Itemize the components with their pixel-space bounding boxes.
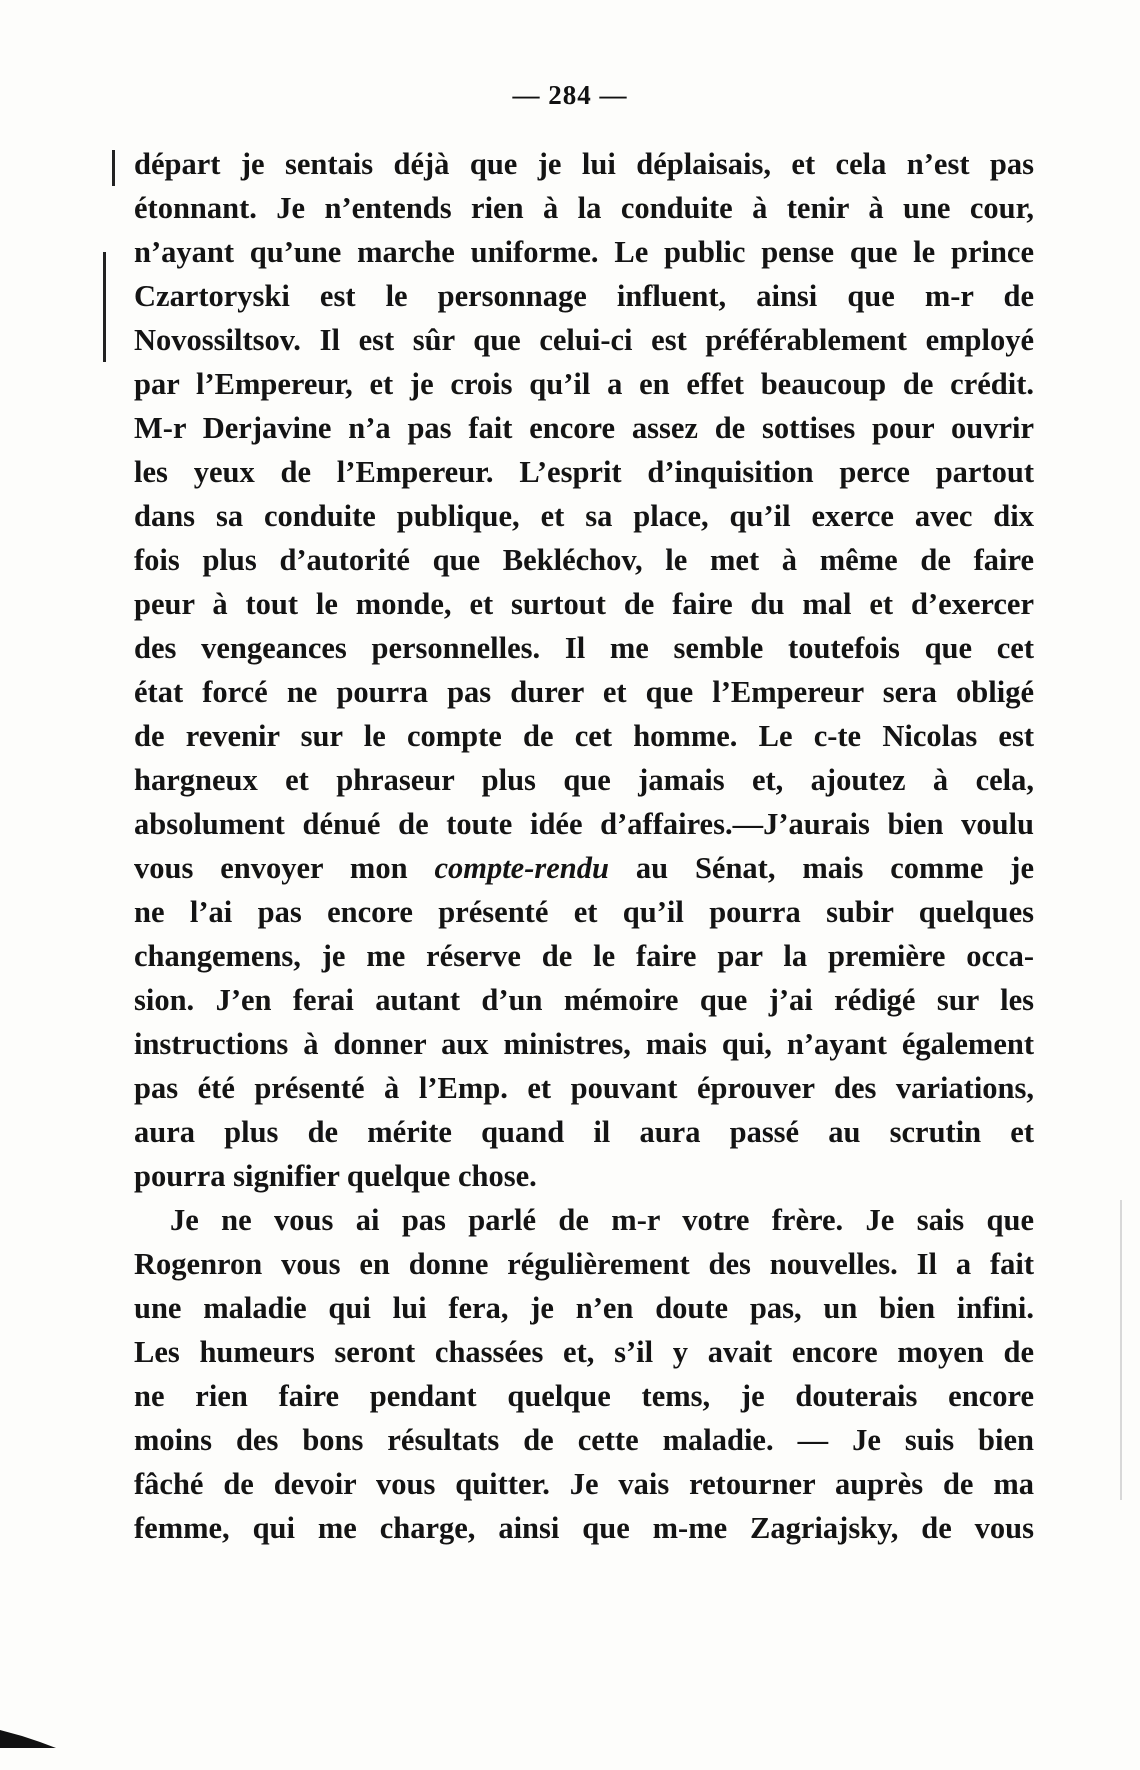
- text-line: de revenir sur le compte de cet homme. Le c-te Nicolas est: [134, 719, 1034, 753]
- text-line: n’ayant qu’une marche uniforme. Le public pense que le prince: [134, 235, 1034, 269]
- text-line: sion. J’en ferai autant d’un mémoire que j’ai rédigé sur les: [134, 983, 1034, 1017]
- margin-bracket-mark: [103, 252, 106, 362]
- paragraph-start-line: Je ne vous ai pas parlé de m-r votre frère. Je sais que: [170, 1203, 1034, 1237]
- text-line: pas été présenté à l’Emp. et pouvant éprouver des variations,: [134, 1071, 1034, 1105]
- text-line: par l’Empereur, et je crois qu’il a en effet beaucoup de crédit.: [134, 367, 1034, 401]
- text-line: fâché de devoir vous quitter. Je vais retourner auprès de ma: [134, 1467, 1034, 1501]
- paragraph-end-line: pourra signifier quelque chose.: [134, 1159, 537, 1193]
- text-line: aura plus de mérite quand il aura passé au scrutin et: [134, 1115, 1034, 1149]
- text-line-with-italic: vous envoyer mon compte-rendu au Sénat, mais comme je: [134, 851, 1034, 885]
- text-line: absolument dénué de toute idée d’affaires.—J’aurais bien voulu: [134, 807, 1034, 841]
- text-line: dans sa conduite publique, et sa place, qu’il exerce avec dix: [134, 499, 1034, 533]
- text-line: Czartoryski est le personnage influent, ainsi que m-r de: [134, 279, 1034, 313]
- text-line: M-r Derjavine n’a pas fait encore assez de sottises pour ouvrir: [134, 411, 1034, 445]
- text-line: ne rien faire pendant quelque tems, je douterais encore: [134, 1379, 1034, 1413]
- text-line: étonnant. Je n’entends rien à la conduite à tenir à une cour,: [134, 191, 1034, 225]
- scan-corner-artifact: [0, 1726, 60, 1750]
- italic-term: compte-rendu: [434, 851, 609, 885]
- text-line: moins des bons résultats de cette maladie. — Je suis bien: [134, 1423, 1034, 1457]
- text-line: une maladie qui lui fera, je n’en doute pas, un bien infini.: [134, 1291, 1034, 1325]
- margin-scan-mark: [1120, 1200, 1122, 1500]
- text-line: hargneux et phraseur plus que jamais et, ajoutez à cela,: [134, 763, 1034, 797]
- text-line: des vengeances personnelles. Il me semble toutefois que cet: [134, 631, 1034, 665]
- text-line: peur à tout le monde, et surtout de faire du mal et d’exercer: [134, 587, 1034, 621]
- text-line: instructions à donner aux ministres, mais qui, n’ayant également: [134, 1027, 1034, 1061]
- text-line: femme, qui me charge, ainsi que m-me Zagriajsky, de vous: [134, 1511, 1034, 1545]
- text-line: changemens, je me réserve de le faire par la première occa-: [134, 939, 1034, 973]
- text-line: Les humeurs seront chassées et, s’il y avait encore moyen de: [134, 1335, 1034, 1369]
- text-line: ne l’ai pas encore présenté et qu’il pourra subir quelques: [134, 895, 1034, 929]
- text-line: Rogenron vous en donne régulièrement des nouvelles. Il a fait: [134, 1247, 1034, 1281]
- text-line: fois plus d’autorité que Bekléchov, le met à même de faire: [134, 543, 1034, 577]
- page-number: — 284 —: [512, 80, 628, 110]
- text-line: départ je sentais déjà que je lui déplaisais, et cela n’est pas: [134, 147, 1034, 181]
- margin-bracket-mark: [112, 150, 115, 186]
- body-text: [134, 142, 1034, 1550]
- text-line: les yeux de l’Empereur. L’esprit d’inquisition perce partout: [134, 455, 1034, 489]
- text-line: état forcé ne pourra pas durer et que l’Empereur sera obligé: [134, 675, 1034, 709]
- text-line: Novossiltsov. Il est sûr que celui-ci est préférablement employé: [134, 323, 1034, 357]
